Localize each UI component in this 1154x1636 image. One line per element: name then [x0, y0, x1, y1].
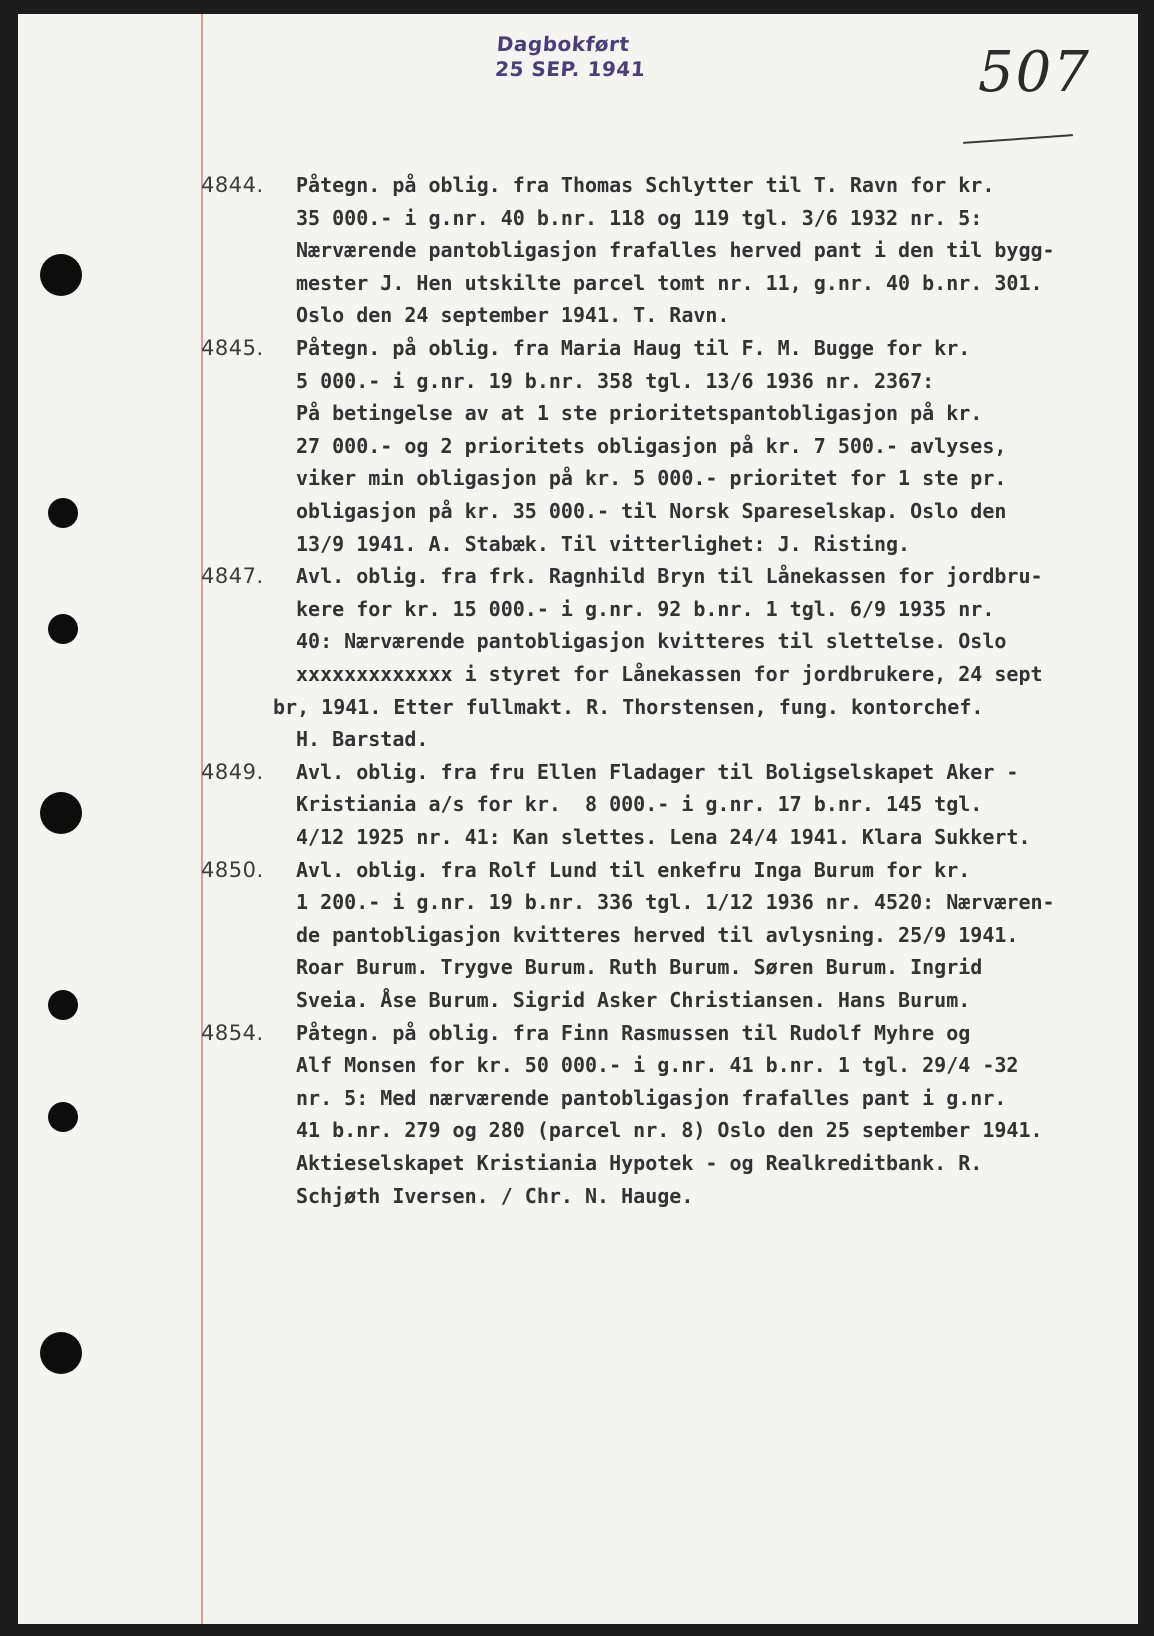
entry-text: Avl. oblig. fra Rolf Lund til enkefru Inga Burum for kr. — [296, 857, 971, 882]
entry-text: Aktieselskapet Kristiania Hypotek - og Realkreditbank. R. — [296, 1151, 983, 1175]
entry-text: Avl. oblig. fra fru Ellen Fladager til Boligselskapet Aker - — [296, 759, 1019, 784]
entry-text: Påtegn. på oblig. fra Finn Rasmussen til Rudolf Myhre og — [296, 1020, 971, 1045]
entry-text: xxxxxxxxxxxxx i styret for Lånekassen for jordbrukere, 24 sept — [296, 662, 1043, 686]
entry-text: Kristiania a/s for kr. 8 000.- i g.nr. 17 b.nr. 145 tgl. — [296, 792, 983, 817]
binder-hole — [40, 254, 82, 296]
stamp-date: 25 SEP. 1941 — [494, 57, 647, 81]
entry-text: 41 b.nr. 279 og 280 (parcel nr. 8) Oslo den 25 september 1941. — [296, 1118, 1043, 1143]
entry-text: 5 000.- i g.nr. 19 b.nr. 358 tgl. 13/6 1936 nr. 2367: — [296, 368, 935, 393]
registration-stamp — [494, 32, 648, 82]
binder-hole — [48, 1102, 78, 1132]
binder-hole — [48, 498, 78, 528]
entry-text: Påtegn. på oblig. fra Maria Haug til F. M. Bugge for kr. — [296, 336, 971, 360]
entry-text: Sveia. Åse Burum. Sigrid Asker Christiansen. Hans Burum. — [296, 988, 971, 1012]
entry-text: Avl. oblig. fra frk. Ragnhild Bryn til Lånekassen for jordbru- — [296, 564, 1043, 589]
entry-text: 35 000.- i g.nr. 40 b.nr. 118 og 119 tgl. 3/6 1932 nr. 5: — [296, 205, 983, 230]
entry-text: H. Barstad. — [296, 727, 429, 752]
entry-text: viker min obligasjon på kr. 5 000.- prioritet for 1 ste pr. — [296, 466, 1007, 491]
binder-hole — [48, 990, 78, 1020]
binder-hole — [40, 1332, 82, 1374]
entry-text: 4/12 1925 nr. 41: Kan slettes. Lena 24/4 1941. Klara Sukkert. — [296, 825, 1031, 849]
entry-text: Oslo den 24 september 1941. T. Ravn. — [296, 303, 730, 328]
page-number-underline — [963, 134, 1073, 144]
entry-number: 4845. — [201, 336, 264, 360]
binder-hole — [48, 614, 78, 644]
entry-text: 1 200.- i g.nr. 19 b.nr. 336 tgl. 1/12 1936 nr. 4520: Nærværen- — [296, 890, 1055, 915]
entry-text: mester J. Hen utskilte parcel tomt nr. 11, g.nr. 40 b.nr. 301. — [296, 270, 1043, 295]
page-number: 507 — [978, 40, 1091, 105]
entry-number: 4847. — [201, 564, 264, 589]
entry-text: Schjøth Iversen. / Chr. N. Hauge. — [296, 1183, 694, 1208]
margin-rule — [201, 14, 203, 1624]
entry-text: de pantobligasjon kvitteres herved til avlysning. 25/9 1941. — [296, 922, 1019, 947]
stamp-line-1: Dagbokført — [496, 32, 631, 56]
entry-text: obligasjon på kr. 35 000.- til Norsk Spareselskap. Oslo den — [296, 499, 1007, 523]
entry-text: Alf Monsen for kr. 50 000.- i g.nr. 41 b.nr. 1 tgl. 29/4 -32 — [296, 1053, 1019, 1078]
binder-hole — [40, 792, 82, 834]
document-page — [18, 14, 1138, 1624]
entry-number: 4850. — [201, 857, 264, 882]
entry-number: 4854. — [201, 1020, 264, 1045]
entry-number: 4849. — [201, 759, 264, 784]
entry-text: På betingelse av at 1 ste prioritetspantobligasjon på kr. — [296, 401, 983, 426]
entry-text: br, 1941. Etter fullmakt. R. Thorstensen, fung. kontorchef. — [273, 694, 984, 719]
entry-text: Påtegn. på oblig. fra Thomas Schlytter til T. Ravn for kr. — [296, 173, 995, 197]
entry-text: 13/9 1941. A. Stabæk. Til vitterlighet: J. Risting. — [296, 531, 911, 556]
entry-text: Roar Burum. Trygve Burum. Ruth Burum. Søren Burum. Ingrid — [296, 955, 983, 980]
entry-text: kere for kr. 15 000.- i g.nr. 92 b.nr. 1 tgl. 6/9 1935 nr. — [296, 596, 995, 621]
entry-text: Nærværende pantobligasjon frafalles herved pant i den til bygg- — [296, 238, 1055, 263]
entry-number: 4844. — [201, 173, 264, 197]
entry-text: 40: Nærværende pantobligasjon kvitteres til slettelse. Oslo — [296, 629, 1007, 654]
entry-text: nr. 5: Med nærværende pantobligasjon frafalles pant i g.nr. — [296, 1085, 1007, 1110]
entry-text: 27 000.- og 2 prioritets obligasjon på kr. 7 500.- avlyses, — [296, 433, 1007, 458]
